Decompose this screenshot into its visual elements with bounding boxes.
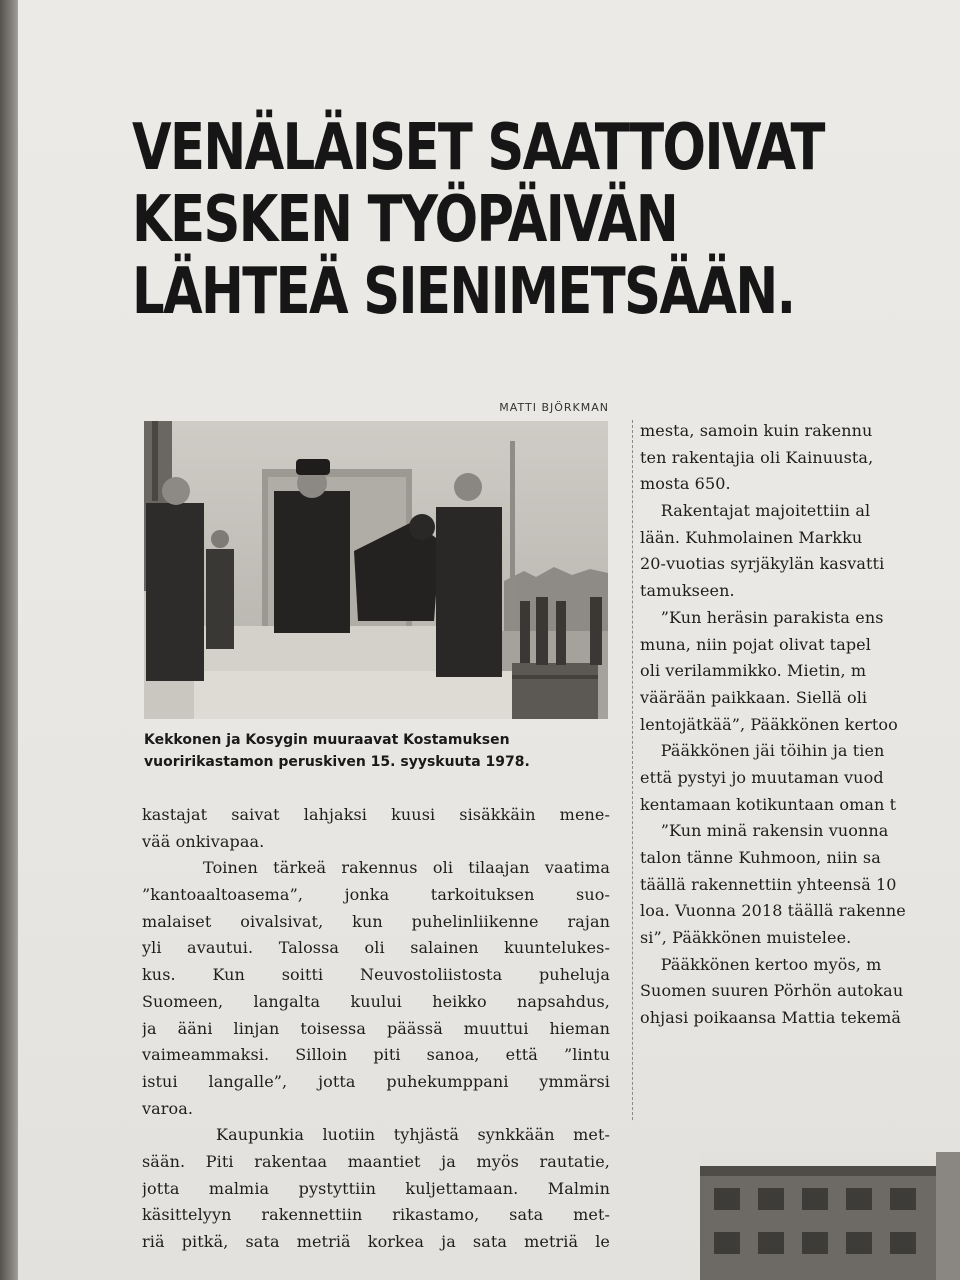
text-line: tamukseen. <box>640 581 735 601</box>
headline-line: KESKEN TYÖPÄIVÄN <box>132 183 678 257</box>
headline-line: VENÄLÄISET SAATTOIVAT <box>132 111 824 185</box>
text-line: riä pitkä, sata metriä korkea ja sata metriä le <box>142 1232 610 1251</box>
photo-caption <box>144 729 604 773</box>
text-line: yli avautui. Talossa oli salainen kuuntelukes- <box>142 938 610 958</box>
text-line: että pystyi jo muutaman vuod <box>640 767 884 787</box>
text-line: talon tänne Kuhmoon, niin sa <box>640 848 881 867</box>
text-line: täällä rakennettiin yhteensä 10 <box>640 874 897 894</box>
text-line: vää onkivapaa. <box>142 831 265 851</box>
text-line: kentamaan kotikuntaan oman t <box>640 794 897 814</box>
text-line: kastajat saivat lahjaksi kuusi sisäkkäin mene- <box>142 805 610 824</box>
text-line: Pääkkönen jäi töihin ja tien <box>640 741 885 761</box>
text-line: Pääkkönen kertoo myös, m <box>640 954 882 974</box>
text-line: ”Kun heräsin parakista ens <box>640 607 884 627</box>
text-line: ”Kun minä rakensin vuonna <box>640 821 889 841</box>
historical-photo <box>144 421 608 719</box>
text-line: oli verilammikko. Mietin, m <box>640 661 867 681</box>
text-line: jotta malmia pystyttiin kuljettamaan. Malmin <box>142 1178 610 1198</box>
text-line: lentojätkää”, Pääkkönen kertoo <box>640 714 898 734</box>
text-line: 20-vuotias syrjäkylän kasvatti <box>640 554 885 574</box>
text-line: istui langalle”, jotta puhekumppani ymmärsi <box>142 1071 610 1091</box>
text-line: Suomen suuren Pörhön autokau <box>640 981 904 1001</box>
headline-line: LÄHTEÄ SIENIMETSÄÄN. <box>132 255 795 329</box>
column-divider <box>632 420 633 1120</box>
caption-line: Kekkonen ja Kosygin muuraavat Kostamuksen <box>144 732 510 748</box>
text-line: ten rakentajia oli Kainuusta, <box>640 447 874 467</box>
magazine-page <box>18 0 960 1280</box>
text-line: mesta, samoin kuin rakennu <box>640 421 873 440</box>
article-column-right <box>640 418 960 1032</box>
text-line: Rakentajat majoitettiin al <box>640 501 871 521</box>
text-line: varoa. <box>142 1098 194 1118</box>
text-line: mosta 650. <box>640 474 731 494</box>
text-line: ohjasi poikaansa Mattia tekemä <box>640 1008 902 1028</box>
text-line: malaiset oivalsivat, kun puhelinliikenne rajan <box>142 911 610 931</box>
text-line: muna, niin pojat olivat tapel <box>640 634 871 654</box>
text-line: ja ääni linjan toisessa päässä muuttui hieman <box>142 1018 610 1038</box>
photo-credit: MATTI BJÖRKMAN <box>499 401 609 414</box>
article-column-left <box>142 802 610 1256</box>
text-line: si”, Pääkkönen muistelee. <box>640 928 852 948</box>
text-line: loa. Vuonna 2018 täällä rakenne <box>640 901 906 921</box>
text-line: kus. Kun soitti Neuvostoliistosta puheluja <box>142 965 610 985</box>
text-line: Suomeen, langalta kuului heikko napsahdus, <box>142 991 610 1011</box>
text-line: ”kantoaaltoasema”, jonka tarkoituksen suo- <box>142 885 610 905</box>
article-headline <box>132 111 824 329</box>
text-line: Kaupunkia luotiin tyhjästä synkkään met- <box>142 1125 610 1145</box>
text-line: Toinen tärkeä rakennus oli tilaajan vaatima <box>142 858 610 878</box>
text-line: käsittelyyn rakennettiin rikastamo, sata met- <box>142 1205 610 1225</box>
text-line: lään. Kuhmolainen Markku <box>640 527 863 547</box>
text-line: vaimeammaksi. Silloin piti sanoa, että ”lintu <box>142 1045 610 1065</box>
text-line: väärään paikkaan. Siellä oli <box>640 687 868 707</box>
text-line: sään. Piti rakentaa maantiet ja myös rautatie, <box>142 1151 610 1171</box>
caption-line: vuoririkastamon peruskiven 15. syyskuuta 1978. <box>144 754 530 770</box>
building-photo <box>700 1152 960 1280</box>
